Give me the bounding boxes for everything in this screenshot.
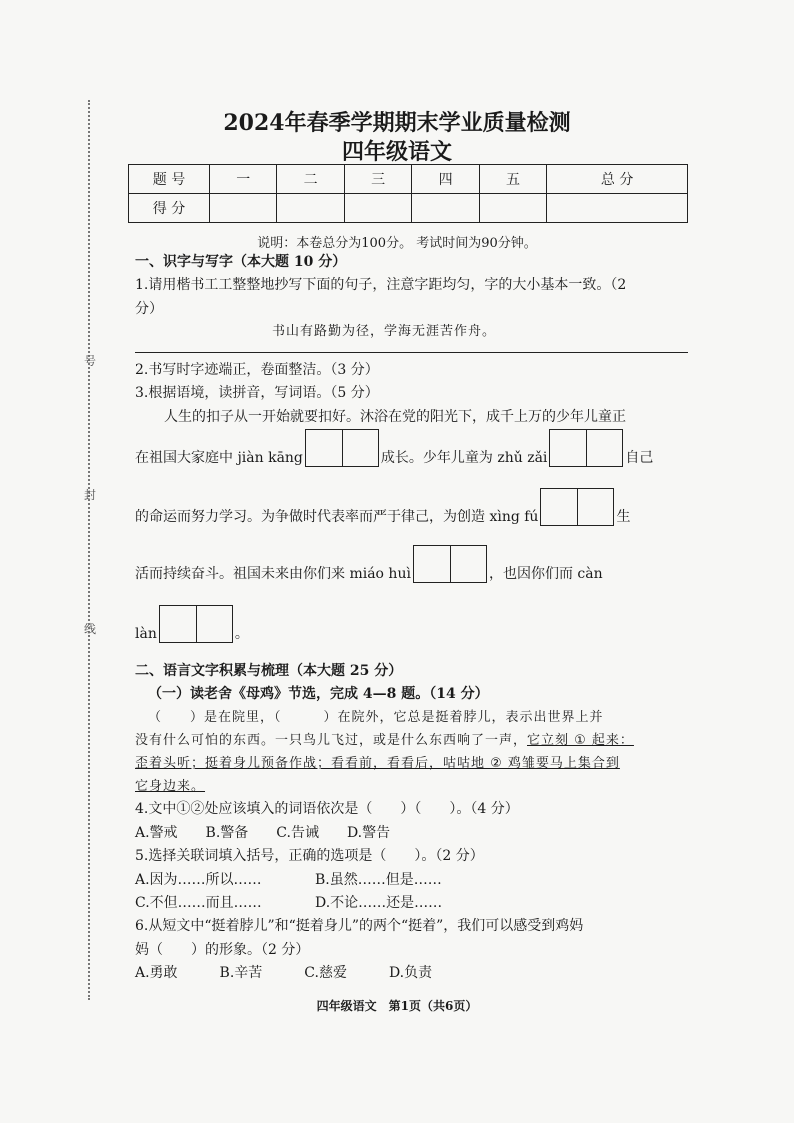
q3-para-line2: [135, 429, 653, 467]
pinyin-answer-box-canlan[interactable]: [159, 605, 233, 643]
q2-text: 2.书写时字迹端正，卷面整洁。（3 分）: [135, 362, 379, 378]
q3-para-line3: [135, 488, 630, 526]
q3-para-text: làn: [135, 626, 157, 642]
exam-subtitle: 四年级语文: [341, 139, 452, 165]
pinyin-answer-box-zhuzai[interactable]: [549, 429, 623, 467]
pinyin-answer-box-xingfu[interactable]: [540, 488, 614, 526]
section1-heading: 一、识字与写字（本大题 10 分）: [135, 254, 347, 270]
q6-text-line1: 6.从短文中“挺着脖儿”和“挺着身儿”的两个“挺着”，我们可以感受到鸡妈: [135, 918, 584, 934]
q4-text: 4.文中①②处应该填入的词语依次是（ ）（ ）。（4 分）: [135, 801, 519, 817]
pinyin-answer-box-miaohui[interactable]: [413, 545, 487, 583]
score-input-cell[interactable]: [344, 194, 411, 223]
passage-line1: （ ）是在院里，（ ）在院外，它总是挺着脖儿，表示出世界上并: [148, 710, 604, 725]
q1-answer-line[interactable]: [135, 352, 688, 353]
passage-line4: 它身边来。: [135, 779, 206, 794]
score-input-cell[interactable]: [547, 194, 688, 223]
q5-option-c: C.不但……而且……: [135, 895, 262, 911]
score-table-cell: 一: [210, 165, 277, 194]
q3-para-text: 。: [234, 626, 249, 642]
score-table-cell: 得 分: [129, 194, 210, 223]
score-input-cell[interactable]: [412, 194, 479, 223]
passage-text: 没有什么可怕的东西。一只鸟儿飞过，或是什么东西响了一声，: [135, 733, 528, 748]
passage-line3: 歪着头听；挺着身儿预备作战；看看前，看看后，咕咕地 ② 鸡雏要马上集合到: [135, 756, 620, 771]
section2-sub1: （一）读老舍《母鸡》节选，完成 4—8 题。（14 分）: [148, 686, 489, 702]
section2-heading: 二、语言文字积累与梳理（本大题 25 分）: [135, 663, 403, 679]
q3-para-text: 自己: [625, 450, 654, 466]
score-input-cell[interactable]: [210, 194, 277, 223]
q5-option-b: B.虽然……但是……: [315, 872, 442, 888]
q3-para-text: 活而持续奋斗。祖国未来由你们来 miáo huì: [135, 566, 411, 582]
q3-para-text: 在祖国大家庭中 jiàn kāng: [135, 450, 303, 466]
q5-option-d: D.不论……还是……: [315, 895, 443, 911]
q3-para-text: 的命运而努力学习。为争做时代表率而严于律己，为创造 xìng fú: [135, 509, 539, 525]
margin-char-1: 号: [84, 354, 97, 368]
q4-options: A.警戒 B.警备 C.告诫 D.警告: [135, 825, 391, 841]
q3-para-text: 生: [616, 509, 631, 525]
q6-options: A.勇敢 B.辛苦 C.慈爱 D.负责: [135, 965, 433, 981]
passage-underlined-text: 它立刻 ① 起来：: [527, 733, 634, 748]
exam-note: 说明：本卷总分为100分。 考试时间为90分钟。: [257, 236, 537, 251]
score-table-cell: 三: [344, 165, 411, 194]
score-table-cell: 二: [277, 165, 344, 194]
q3-para-text: ，也因你们而 càn: [488, 566, 603, 582]
exam-title: 2024年春季学期期末学业质量检测: [223, 110, 571, 136]
q3-para-line4: [135, 545, 603, 583]
q3-para-line5: [135, 605, 249, 643]
pinyin-answer-box-jiankang[interactable]: [305, 429, 379, 467]
q1-copy-sentence: 书山有路勤为径，学海无涯苦作舟。: [272, 324, 497, 339]
score-table-cell: 总 分: [547, 165, 688, 194]
score-input-cell[interactable]: [277, 194, 344, 223]
q3-text: 3.根据语境，读拼音，写词语。（5 分）: [135, 385, 379, 401]
score-input-cell[interactable]: [479, 194, 546, 223]
q3-para-line1: 人生的扣子从一开始就要扣好。沐浴在党的阳光下，成千上万的少年儿童正: [164, 409, 626, 425]
score-table-cell: 五: [479, 165, 546, 194]
q5-text: 5.选择关联词填入括号，正确的选项是（ ）。（2 分）: [135, 848, 484, 864]
q1-text-line1: 1.请用楷书工工整整地抄写下面的句子，注意字距均匀，字的大小基本一致。（2: [135, 277, 627, 293]
margin-char-3: 线: [84, 622, 97, 636]
score-table-score-row: [129, 194, 688, 223]
score-table-cell: 四: [412, 165, 479, 194]
q5-option-a: A.因为……所以……: [135, 872, 262, 888]
q3-para-text: 成长。少年儿童为 zhǔ zǎi: [380, 450, 548, 466]
score-table-cell: 题 号: [129, 165, 210, 194]
score-table: [128, 164, 688, 223]
score-table-header-row: [129, 165, 688, 194]
passage-line2: [135, 729, 634, 748]
q1-text-line2: 分）: [135, 301, 163, 317]
q6-text-line2: 妈（ ）的形象。（2 分）: [135, 942, 310, 958]
page-footer: 四年级语文 第1页（共6页）: [316, 999, 478, 1013]
margin-char-2: 封: [84, 488, 97, 502]
